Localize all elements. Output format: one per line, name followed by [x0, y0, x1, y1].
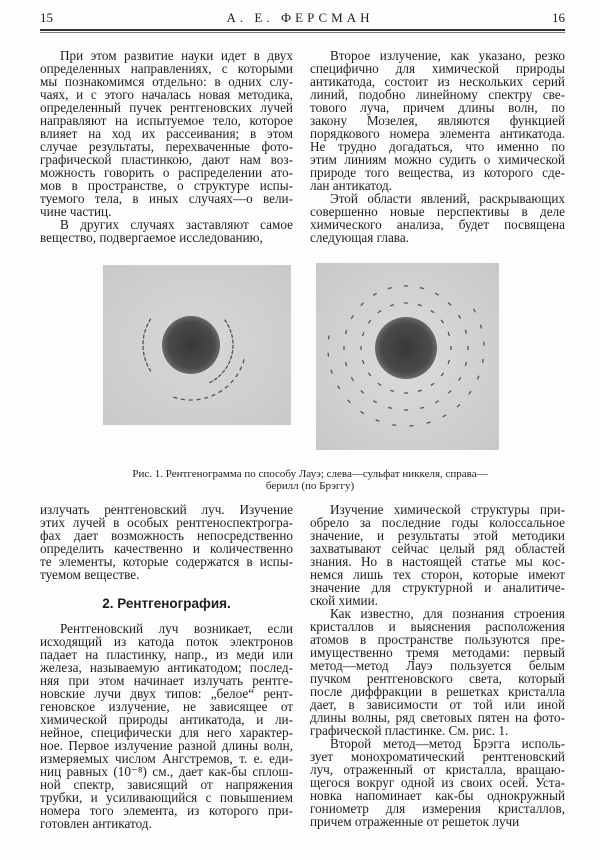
text-line: Как известно, для познания строения — [330, 606, 565, 621]
paragraph — [40, 503, 293, 581]
text-line: луч, отраженный от кристалла, вращаю- — [310, 762, 565, 777]
text-line: гониометр для измерения кристаллов, — [310, 801, 565, 816]
text-line: ной спектр, зависящий от напряжения — [40, 777, 293, 792]
text-line: няя при этом начинает излучать рентге- — [40, 673, 293, 688]
diffraction-spot — [143, 335, 144, 339]
caption-line-1: Рис. 1. Рентгенограмма по способу Лауэ; слева—сульфат никкеля, справа— — [132, 468, 488, 480]
header-rule-thin — [40, 32, 565, 33]
caption-line-2: берилл (по Брэггу) — [265, 480, 355, 492]
text-line: случае результаты, перехваченные фото- — [40, 139, 293, 154]
text-line: обрело за последние годы колоссальное — [310, 515, 565, 530]
diffraction-spot — [232, 334, 233, 338]
text-line: этих лучей в особых рентгеноспектрогра- — [40, 515, 293, 530]
text-line: чаях, и с этого началась новая методика, — [40, 87, 293, 102]
paragraph — [310, 737, 565, 828]
text-line: специфично для химической природы — [310, 61, 565, 76]
text-line: захватывают сейчас целый ряд областей — [310, 541, 565, 556]
text-line: можность говорить о распределении ато- — [40, 165, 293, 180]
paragraph — [40, 49, 293, 218]
section-heading: 2. Рентгенография. — [102, 596, 231, 611]
text-line: трубки, и усиливающийся с повышением — [40, 790, 293, 805]
text-line: знания. Но в настоящей статье мы кос- — [310, 554, 565, 569]
laue-pattern-nickel-sulfate — [103, 265, 291, 425]
text-line: готовлен антикатод. — [40, 816, 152, 831]
paragraph — [310, 192, 565, 244]
page-number-right: 16 — [552, 10, 565, 25]
text-line: веществo, подвергаемое исследованию, — [40, 230, 263, 245]
text-line: после диффракции в решетках кристалла — [310, 684, 565, 699]
text-line: химического анализа, будет посвящена — [310, 217, 565, 232]
text-line: имущественно тремя методами: первый — [310, 645, 565, 660]
text-line: причем отраженные от решеток лучи — [310, 814, 520, 829]
paragraph — [310, 503, 565, 607]
text-line: железа, называемую антикатодом; послед- — [40, 660, 293, 675]
text-line: ской химии. — [310, 593, 378, 608]
text-line: графической пластинке. См. рис. 1. — [310, 723, 509, 738]
diffraction-spot — [197, 399, 201, 400]
left-column-bottom — [40, 503, 293, 830]
right-column-top — [310, 49, 565, 244]
running-title: А. Е. ФЕРСМАН — [226, 10, 374, 25]
text-line: кристаллов и выяснения расположения — [310, 619, 565, 634]
text-line: графической пластинкою, дают нам воз- — [40, 152, 293, 167]
text-line: немся лишь тех сторон, которые имеют — [310, 567, 565, 582]
text-line: линий, подобно линейному спектру све- — [310, 87, 565, 102]
text-line: туемом веществе. — [40, 567, 140, 582]
text-line: номера того элемента, из которого при- — [40, 803, 293, 818]
text-line: этим линиям можно судить о химической — [310, 152, 565, 167]
text-line: порядкового номера элемента антикатода. — [310, 126, 565, 141]
text-line: Не трудно догадаться, что именно по — [310, 139, 565, 154]
text-line: химической природы антикатода, и ли- — [40, 712, 293, 727]
text-line: туемого тела, в иных случаях—о вели- — [40, 191, 293, 206]
paragraph — [40, 218, 293, 244]
section-body — [40, 622, 293, 830]
laue-pattern-beryl — [316, 263, 499, 450]
text-line: значение, и результаты этой методики — [310, 528, 565, 543]
text-line: длины волны, ряд световых пятен на фото- — [310, 710, 565, 725]
text-line: метод—метод Лауэ пользуется белым — [310, 658, 565, 673]
text-line: совершенно новые перспективы в деле — [310, 204, 565, 219]
diffraction-spot — [232, 350, 233, 354]
text-line: излучать рентгеновский луч. Изучение — [40, 502, 293, 517]
text-line: определенный пучек рентгеновских лучей — [40, 100, 293, 115]
text-line: фах дает возможность непосредственно — [40, 528, 293, 543]
diffraction-spot — [143, 352, 144, 356]
text-line: тового луча, причем длины волн, по — [310, 100, 565, 115]
central-spot — [375, 317, 437, 379]
text-line: ное. Первое излучение разной длины волн, — [40, 738, 293, 753]
text-line: мов в пространстве, о структуре испы- — [40, 178, 293, 193]
text-line: Этой области явлений, раскрывающих — [330, 191, 565, 206]
text-line: измеряемых числом Ангстремов, т. е. еди- — [40, 751, 293, 766]
text-line: чине частиц. — [40, 204, 112, 219]
text-line: антикатода, состоит из нескольких серий — [310, 74, 565, 89]
text-line: закону Мозелея, являются функцией — [310, 113, 565, 128]
diffraction-spot — [392, 425, 396, 426]
diffraction-spot — [328, 335, 329, 339]
page-number-left: 15 — [40, 10, 53, 25]
figure-caption — [90, 468, 530, 492]
text-line: щегося вокруг одной из своих осей. Уста- — [310, 775, 565, 790]
diffraction-spot — [483, 359, 484, 363]
paragraph — [310, 607, 565, 737]
diffraction-spot — [181, 399, 185, 400]
text-line: атомов в пространстве пользуются пре- — [310, 632, 565, 647]
text-line: мы познакомимся отдельно: в одних слу- — [40, 74, 293, 89]
text-line: новские лучи двух типов: „белое“ рент- — [40, 686, 293, 701]
header-rule — [40, 29, 565, 31]
text-line: определить качественно и количественно — [40, 541, 293, 556]
text-line: лан антикатод. — [310, 178, 393, 193]
text-line: Второй метод—метод Брэгга исполь- — [330, 736, 565, 751]
text-line: зует монохроматический рентгеновский — [310, 749, 565, 764]
paragraph — [310, 49, 565, 192]
text-line: направляют на испытуемое тело, которое — [40, 113, 293, 128]
text-line: те элементы, которые содержатся в испы- — [40, 554, 293, 569]
text-line: В других случаях заставляют самое — [60, 217, 293, 232]
text-line: геновское излучение, не зависящее от — [40, 699, 293, 714]
text-line: ниц равных (10⁻⁸) см., дает как-бы сплош- — [40, 764, 293, 779]
text-line: падает на пластинку, напр., из меди или — [40, 647, 293, 662]
text-line: нейное, специфически для него характер- — [40, 725, 293, 740]
continued-paragraph — [40, 503, 293, 581]
left-column-top — [40, 49, 293, 244]
text-line: значение для структурной и аналитиче- — [310, 580, 565, 595]
text-line: влияет на ход их рассеивания; в этом — [40, 126, 293, 141]
text-line: Рентгеновский луч возникает, если — [60, 621, 293, 636]
text-line: При этом развитие науки идет в двух — [60, 48, 293, 63]
paragraph — [40, 622, 293, 830]
text-line: пучком рентгеновского света, который — [310, 671, 565, 686]
text-line: Изучение химической структуры при- — [330, 502, 565, 517]
text-line: дает, в зависимости от той или иной — [310, 697, 565, 712]
text-line: следующая глава. — [310, 230, 410, 245]
central-spot — [162, 316, 220, 374]
text-line: новка напоминает как-бы однокружный — [310, 788, 565, 803]
right-column-bottom — [310, 503, 565, 828]
text-line: определенных направлениях, с которыми — [40, 61, 293, 76]
text-line: исходящий из катода поток электронов — [40, 634, 293, 649]
text-line: Второе излучение, как указано, резко — [330, 48, 565, 63]
text-line: природе того вещества, из которого сде- — [310, 165, 565, 180]
